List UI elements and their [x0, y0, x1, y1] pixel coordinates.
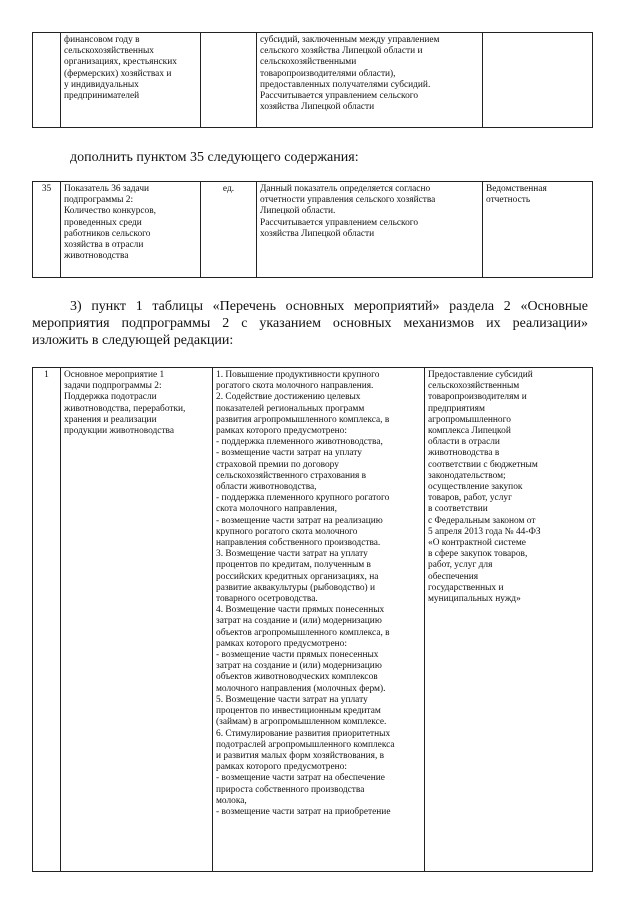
table-cell-method [257, 182, 483, 278]
text-line: работ, услуг для [428, 560, 493, 571]
text-line: комплекса Липецкой [428, 426, 511, 437]
text-line: рамках которого предусмотрено: [216, 426, 347, 437]
table-cell-name [61, 182, 201, 278]
text-line: - поддержка племенного крупного рогатого [216, 493, 390, 504]
text-line: - возмещение части затрат на уплату [216, 448, 362, 459]
text-line: «О контрактной системе [428, 538, 526, 549]
table-cell-num: 35 [33, 182, 61, 278]
text-line: в соответствии [428, 504, 488, 515]
text-line: рогатого скота молочного направления. [216, 381, 374, 392]
text-line: скота молочного направления, [216, 504, 337, 515]
text-line: 5. Возмещение части затрат на уплату [216, 694, 368, 705]
text-line: и развития малых форм хозяйствования, в [216, 750, 385, 761]
text-line: законодательством; [428, 470, 506, 481]
text-line: 5 апреля 2013 года № 44-ФЗ [428, 526, 541, 537]
table-cell-method [257, 33, 483, 128]
text-line: российских кредитных организациях, на [216, 571, 379, 582]
text-line: финансовом году в [64, 35, 140, 45]
table-main-measures [32, 367, 593, 872]
text-line: муниципальных нужд» [428, 594, 521, 605]
text-line: Поддержка подотрасли [64, 392, 157, 403]
text-line: 1. Повышение продуктивности крупного [216, 370, 380, 380]
table-row [33, 368, 593, 872]
text-line: - поддержка племенного животноводства, [216, 437, 383, 448]
text-line: 4. Возмещение части прямых понесенных [216, 605, 385, 616]
text-line: осуществление закупок [428, 482, 523, 493]
text-line: обеспечения [428, 571, 479, 582]
text-line: животноводства в [428, 448, 500, 459]
text-line: (займам) в агропромышленном комплексе. [216, 717, 387, 728]
table-cell-measure-name [61, 368, 213, 872]
text-line: затрат на создание и (или) модернизацию [216, 616, 382, 627]
paragraph-line: изложить в следующей редакции: [32, 333, 234, 348]
paragraph-line: 3) пункт 1 таблицы «Перечень основных мероприятий» раздела 2 «Основные [70, 299, 588, 314]
text-line: сельскохозяйственными [260, 57, 357, 68]
table-row [33, 182, 593, 278]
text-line: соответствии с бюджетным [428, 459, 538, 470]
text-line: сельскохозяйственным [428, 381, 520, 392]
text-line: сельскохозяйственных [64, 46, 154, 57]
text-line: - возмещение части затрат на обеспечение [216, 773, 385, 784]
text-line: проведенных среди [64, 217, 142, 228]
table-cell-unit: ед. [201, 182, 257, 278]
table-cell-unit [201, 33, 257, 128]
text-line: продукции животноводства [64, 426, 175, 437]
table-cell-measure-content [213, 368, 425, 872]
text-line: хозяйства Липецкой области [260, 228, 375, 239]
text-line: - возмещение части затрат на реализацию [216, 515, 383, 526]
table-cell-mechanism [425, 368, 593, 872]
table-cell-source [483, 33, 593, 128]
text-line: молока, [216, 795, 247, 806]
text-line: животноводства, переработки, [64, 403, 186, 414]
text-line: (фермерских) хозяйствах и [64, 68, 172, 79]
text-line: Показатель 36 задачи [64, 184, 150, 194]
text-line: Рассчитывается управлением сельского [260, 91, 419, 102]
text-line: Ведомственная [486, 184, 547, 194]
text-line: товаропроизводителями области), [260, 68, 396, 79]
text-line: рамках которого предусмотрено: [216, 638, 347, 649]
text-line: развития агропромышленного комплекса, в [216, 414, 390, 425]
text-line: объектов агропромышленного комплекса, в [216, 627, 390, 638]
table-cell-num [33, 33, 61, 128]
text-line: отчетности управления сельского хозяйства [260, 195, 436, 206]
text-line: области животноводства, [216, 482, 317, 493]
text-line: товаропроизводителям и [428, 392, 527, 403]
text-line: сельского хозяйства Липецкой области и [260, 46, 423, 57]
text-line: хранения и реализации [64, 414, 157, 425]
table-cell-name [61, 33, 201, 128]
table-indicators-continued [32, 32, 593, 128]
paragraph-line: мероприятия подпрограммы 2 с указанием основных механизмов их реализации» [32, 316, 588, 331]
text-line: крупного рогатого скота молочного [216, 526, 358, 537]
text-line: предприятиям [428, 403, 485, 414]
text-line: 3. Возмещение части затрат на уплату [216, 549, 368, 560]
text-line: задачи подпрограммы 2: [64, 381, 162, 392]
text-line: товаров, работ, услуг [428, 493, 512, 504]
text-line: у индивидуальных [64, 79, 139, 90]
text-line: Данный показатель определяется согласно [260, 184, 431, 194]
text-line: страховой премии по договору [216, 459, 339, 470]
table-cell-source [483, 182, 593, 278]
text-line: отчетность [486, 195, 531, 206]
text-line: показателей региональных программ [216, 403, 365, 414]
text-line: объектов животноводческих комплексов [216, 672, 378, 683]
text-line: рамках которого предусмотрено: [216, 762, 347, 773]
text-line: - возмещение части прямых понесенных [216, 650, 379, 661]
text-line: животноводства [64, 251, 129, 262]
paragraph-add-item-35: дополнить пунктом 35 следующего содержания: [70, 150, 359, 165]
text-line: хозяйства Липецкой области [260, 102, 375, 113]
table-row [33, 33, 593, 128]
text-line: затрат на создание и (или) модернизацию [216, 661, 382, 672]
text-line: подпрограммы 2: [64, 195, 134, 206]
table-cell-num: 1 [33, 368, 61, 872]
paragraph-item-3 [32, 298, 588, 349]
text-line: процентов по кредитам, полученным в [216, 560, 371, 571]
text-line: хозяйства в отрасли [64, 240, 144, 251]
text-line: процентов по инвестиционным кредитам [216, 706, 381, 717]
text-line: Количество конкурсов, [64, 206, 157, 217]
text-line: - возмещение части затрат на приобретение [216, 806, 391, 817]
text-line: организациях, крестьянских [64, 57, 177, 68]
text-line: развитие аквакультуры (рыбоводство) и [216, 582, 375, 593]
text-line: Рассчитывается управлением сельского [260, 217, 419, 228]
text-line: прироста собственного производства [216, 784, 365, 795]
text-line: подотраслей агропромышленного комплекса [216, 739, 395, 750]
text-line: Основное мероприятие 1 [64, 370, 165, 380]
text-line: Липецкой области. [260, 206, 336, 217]
text-line: работников сельского [64, 228, 151, 239]
text-line: предоставленных получателями субсидий. [260, 79, 431, 90]
text-line: 2. Содействие достижению целевых [216, 392, 361, 403]
text-line: молочного направления (молочных ферм). [216, 683, 386, 694]
table-indicator-35 [32, 181, 593, 278]
text-line: товарного осетроводства. [216, 594, 318, 605]
text-line: области в отрасли [428, 437, 500, 448]
text-line: 6. Стимулирование развития приоритетных [216, 728, 391, 739]
text-line: с Федеральным законом от [428, 515, 536, 526]
text-line: в сфере закупок товаров, [428, 549, 528, 560]
text-line: направления собственного производства. [216, 538, 381, 549]
text-line: Предоставление субсидий [428, 370, 533, 380]
text-line: предпринимателей [64, 91, 140, 102]
text-line: государственных и [428, 582, 504, 593]
text-line: агропромышленного [428, 414, 511, 425]
text-line: сельскохозяйственного страхования в [216, 470, 367, 481]
text-line: субсидий, заключенным между управлением [260, 35, 440, 45]
